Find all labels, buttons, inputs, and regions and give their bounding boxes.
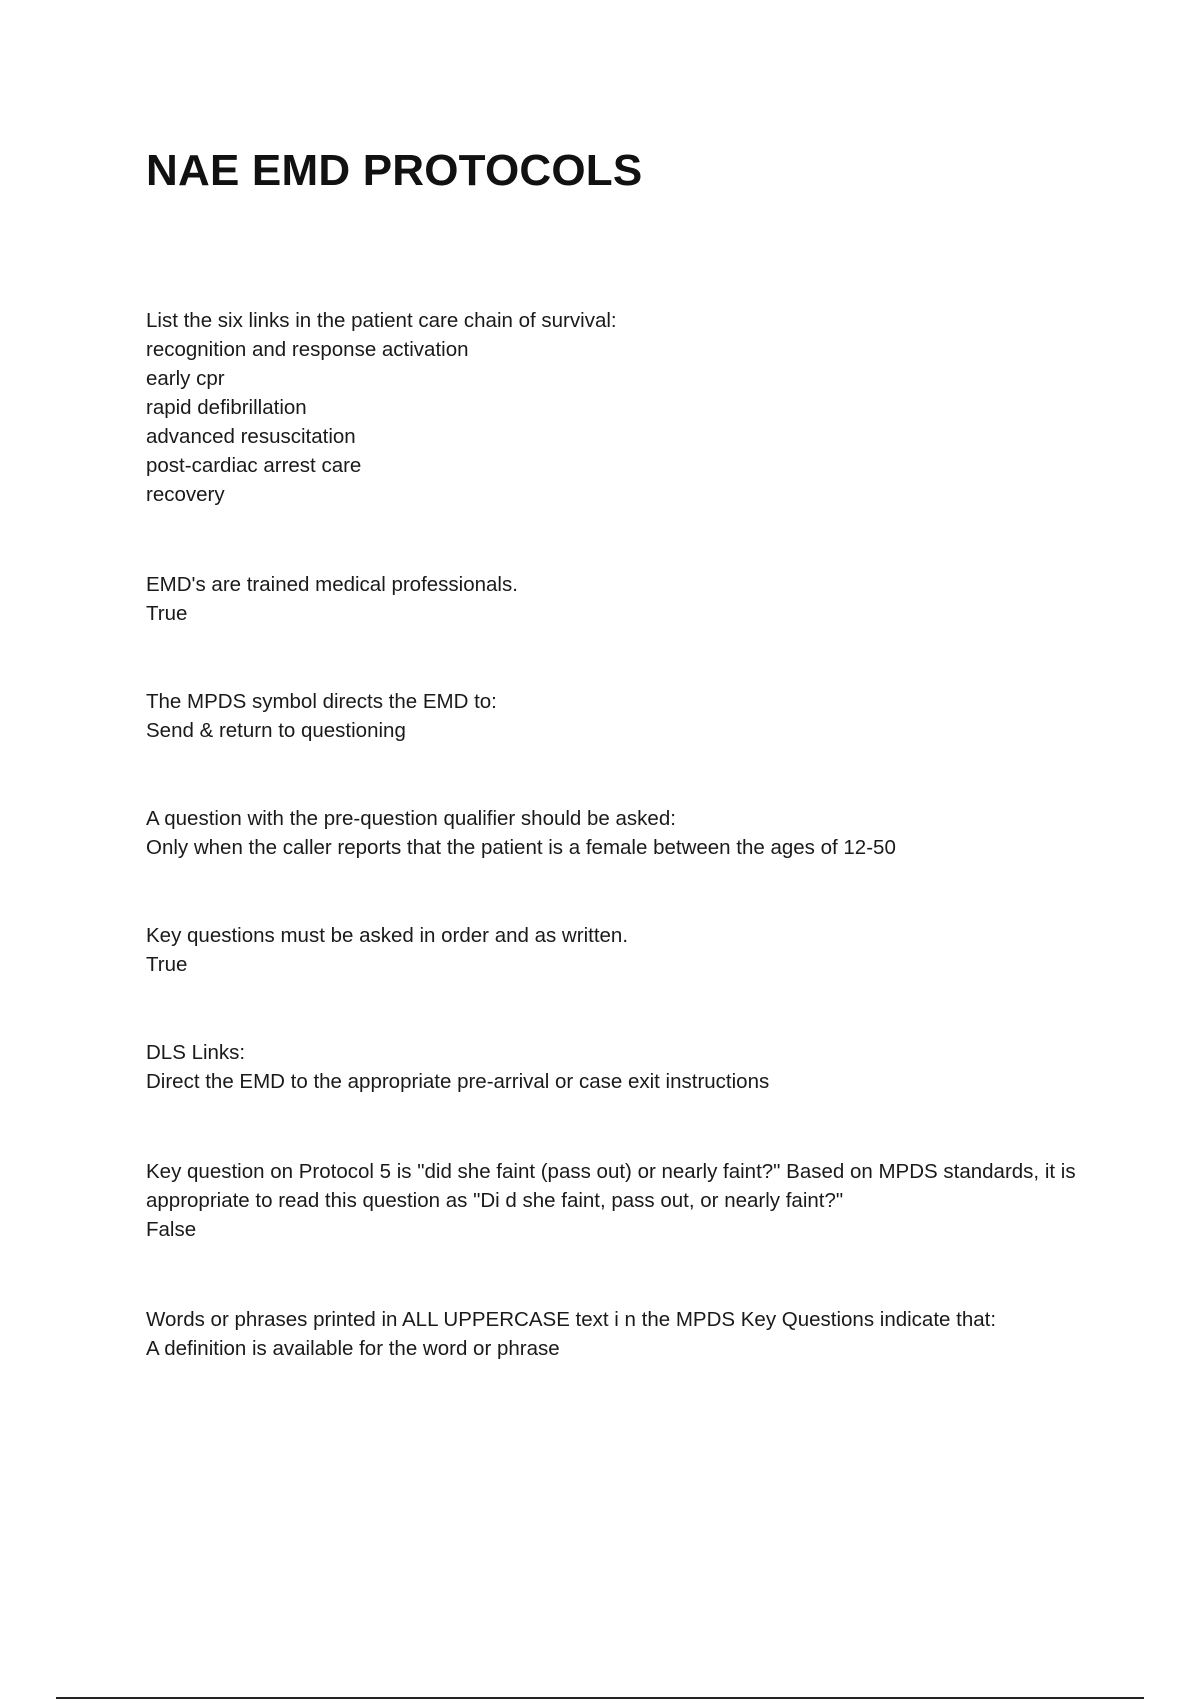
qa-item: [146, 921, 1086, 979]
answer-text: False: [146, 1218, 197, 1241]
question-text: The MPDS symbol directs the EMD to:: [146, 690, 497, 713]
answer-line: advanced resuscitation: [146, 425, 356, 448]
question-text: Words or phrases printed in ALL UPPERCASE text i n the MPDS Key Questions indicate that:: [146, 1308, 997, 1331]
question-text: Key questions must be asked in order and as written.: [146, 924, 629, 947]
answer-text: Send & return to questioning: [146, 719, 406, 742]
answer-line: recognition and response activation: [146, 338, 469, 361]
qa-item: [146, 570, 1086, 628]
qa-item: [146, 804, 1086, 862]
answer-line: post-cardiac arrest care: [146, 454, 362, 477]
answer-text: Direct the EMD to the appropriate pre-arrival or case exit instructions: [146, 1070, 770, 1093]
answer-line: rapid defibrillation: [146, 396, 307, 419]
question-text: DLS Links:: [146, 1041, 246, 1064]
question-text: A question with the pre-question qualifier should be asked:: [146, 807, 676, 830]
answer-text: True: [146, 602, 188, 625]
answer-line: recovery: [146, 483, 225, 506]
qa-item: [146, 1038, 1086, 1096]
answer-line: early cpr: [146, 367, 225, 390]
qa-item: [146, 1157, 1086, 1244]
answer-text: A definition is available for the word or phrase: [146, 1337, 560, 1360]
question-text: EMD's are trained medical professionals.: [146, 573, 518, 596]
question-text: List the six links in the patient care chain of survival:: [146, 309, 617, 332]
qa-item: [146, 687, 1086, 745]
question-text: Key question on Protocol 5 is "did she faint (pass out) or nearly faint?" Based on MPDS standards, it is appropriate to read this question as "Di d she faint, pass out, or nearly faint?": [146, 1160, 1082, 1212]
qa-item: [146, 306, 1086, 509]
qa-item: [146, 1305, 1086, 1363]
page-title: NAE EMD PROTOCOLS: [146, 146, 643, 195]
footer-divider: [56, 1697, 1144, 1699]
answer-text: True: [146, 953, 188, 976]
answer-text: Only when the caller reports that the patient is a female between the ages of 12-50: [146, 836, 896, 859]
